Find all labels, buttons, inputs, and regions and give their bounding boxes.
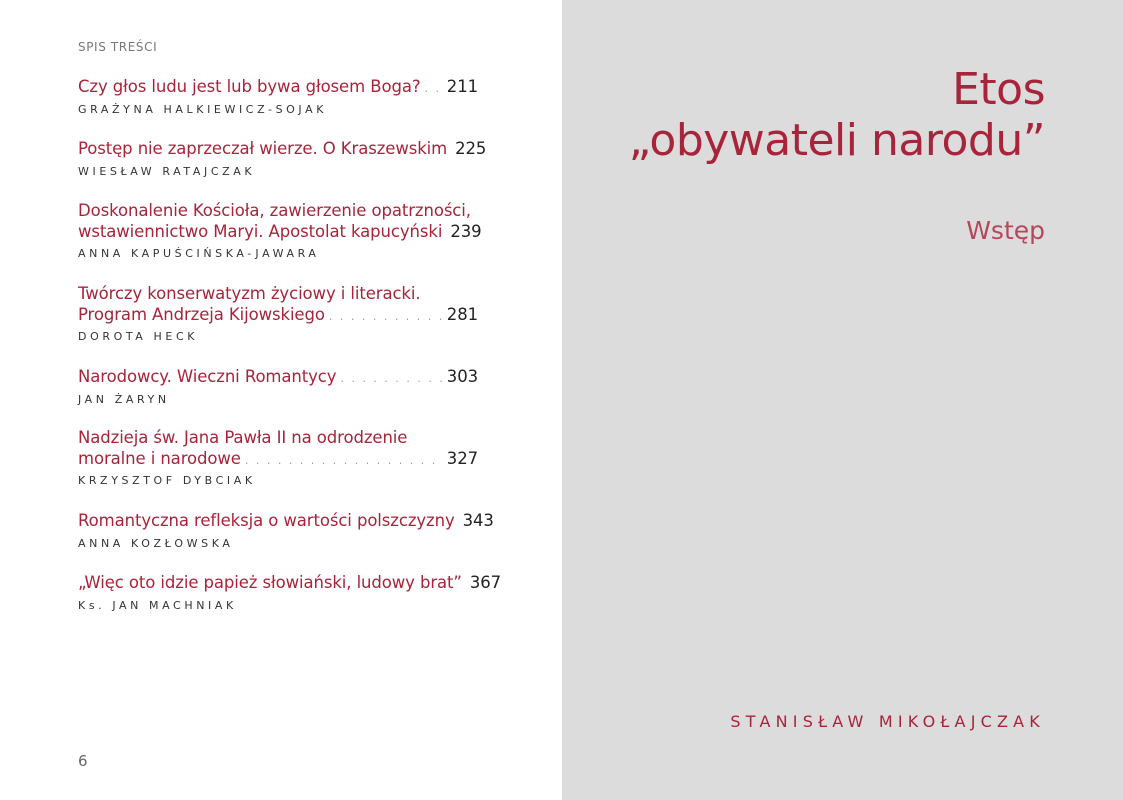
entry-author: KRZYSZTOF DYBCIAK xyxy=(78,474,256,487)
entry-title: Narodowcy. Wieczni Romantycy xyxy=(78,367,337,386)
entry-author: JAN ŻARYN xyxy=(78,392,170,406)
entry-title: „Więc oto idzie papież słowiański, ludowy brat” xyxy=(78,573,462,592)
dot-leader xyxy=(424,79,442,100)
toc-entry[interactable] xyxy=(78,511,494,550)
entry-page-number: 327 xyxy=(446,448,478,468)
entry-page-number: 225 xyxy=(455,139,487,158)
toc-entry[interactable] xyxy=(78,428,478,487)
right-page xyxy=(562,0,1123,800)
entry-author: ANNA KAPUŚCIŃSKA-JAWARA xyxy=(78,247,320,260)
entry-title: Czy głos ludu jest lub bywa głosem Boga? xyxy=(78,77,421,96)
entry-author: WIESŁAW RATAJCZAK xyxy=(78,164,256,178)
entry-page-number: 281 xyxy=(446,304,478,324)
entry-page-number: 367 xyxy=(469,573,502,592)
entry-title: wstawiennictwo Maryi. Apostolat kapucyński xyxy=(78,221,443,241)
toc-entry[interactable] xyxy=(78,367,478,406)
entry-title: Postęp nie zaprzeczał wierze. O Kraszewskim xyxy=(78,139,448,158)
entry-page-number: 239 xyxy=(450,221,482,241)
entry-page-number: 343 xyxy=(462,511,494,530)
toc-entry[interactable] xyxy=(78,201,482,260)
toc-heading: SPIS TREŚCI xyxy=(78,40,158,54)
entry-title-line: Nadzieja św. Jana Pawła II na odrodzenie xyxy=(78,428,408,447)
chapter-author: STANISŁAW MIKOŁAJCZAK xyxy=(730,712,1045,731)
dot-leader xyxy=(245,451,443,472)
chapter-title-line: „obywateli narodu” xyxy=(628,115,1045,166)
chapter-subtitle: Wstęp xyxy=(966,216,1045,245)
chapter-title xyxy=(629,64,1045,166)
entry-author: Ks. JAN MACHNIAK xyxy=(78,598,237,612)
chapter-title-line: Etos xyxy=(952,64,1045,115)
entry-title-line: Twórczy konserwatyzm życiowy i literacki. xyxy=(78,284,421,303)
toc-entry[interactable] xyxy=(78,573,502,612)
toc-entry[interactable] xyxy=(78,139,487,178)
entry-page-number: 303 xyxy=(446,367,478,386)
entry-title: moralne i narodowe xyxy=(78,448,241,468)
entry-page-number: 211 xyxy=(446,77,478,96)
toc-entry[interactable] xyxy=(78,77,478,116)
entry-title-line: Doskonalenie Kościoła, zawierzenie opatrzności, xyxy=(78,201,471,220)
dot-leader xyxy=(340,369,442,390)
entry-title: Romantyczna refleksja o wartości polszczyzny xyxy=(78,511,455,530)
page-number-folio: 6 xyxy=(78,752,88,770)
dot-leader xyxy=(329,307,443,328)
toc-entry[interactable] xyxy=(78,284,478,343)
entry-author: ANNA KOZŁOWSKA xyxy=(78,536,234,550)
entry-author: DOROTA HECK xyxy=(78,330,199,343)
entry-title: Program Andrzeja Kijowskiego xyxy=(78,304,325,324)
entry-author: GRAŻYNA HALKIEWICZ-SOJAK xyxy=(78,102,328,116)
